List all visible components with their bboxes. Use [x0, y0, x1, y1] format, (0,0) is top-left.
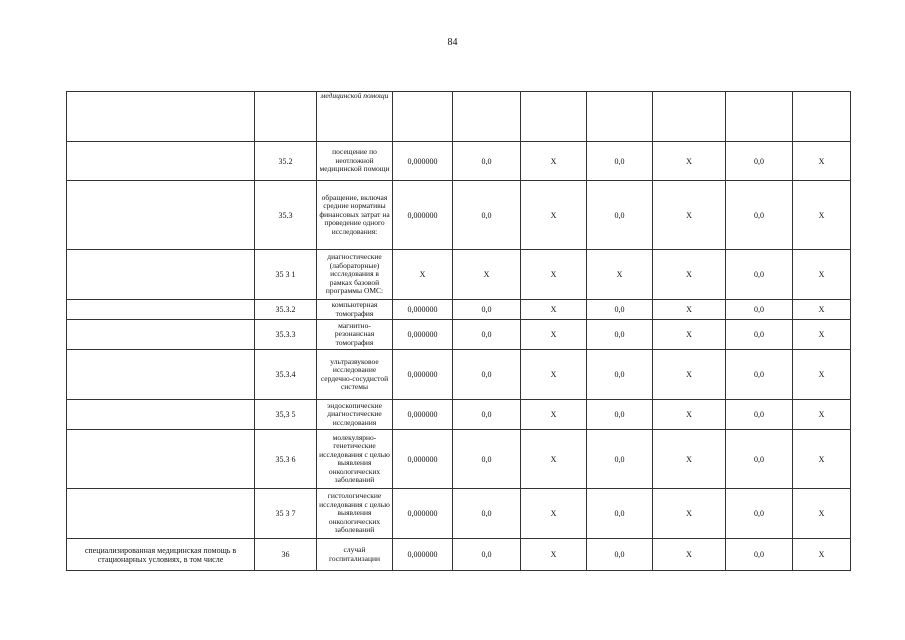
value-cell: 0,0 [726, 142, 793, 181]
value-cell: Х [521, 250, 587, 300]
value-cell: Х [793, 250, 851, 300]
code-cell: 35,3 5 [255, 400, 317, 430]
table-row [67, 92, 851, 142]
page-number: 84 [447, 37, 458, 48]
table-row [67, 181, 851, 250]
code-cell: 35.3.3 [255, 320, 317, 350]
value-cell: 0,0 [726, 539, 793, 571]
value-cell: 0,0 [587, 142, 653, 181]
value-cell: 0,0 [587, 489, 653, 539]
value-cell: Х [521, 489, 587, 539]
value-cell [587, 92, 653, 142]
section-cell [67, 350, 255, 400]
value-cell: Х [653, 300, 726, 320]
value-cell: 0,0 [453, 350, 521, 400]
value-cell: 0,0 [453, 320, 521, 350]
code-cell: 35.2 [255, 142, 317, 181]
value-cell: Х [653, 250, 726, 300]
value-cell: 0,0 [587, 320, 653, 350]
value-cell: Х [653, 320, 726, 350]
table-row [67, 320, 851, 350]
value-cell [653, 92, 726, 142]
value-cell: Х [521, 400, 587, 430]
value-cell: 0,0 [726, 400, 793, 430]
section-cell [67, 250, 255, 300]
code-cell: 35 3 1 [255, 250, 317, 300]
code-cell: 35 3 7 [255, 489, 317, 539]
value-cell: Х [653, 181, 726, 250]
value-cell: Х [793, 539, 851, 571]
value-cell: 0,0 [453, 300, 521, 320]
value-cell: 0,000000 [393, 142, 453, 181]
value-cell: Х [521, 320, 587, 350]
name-cell: компьютерная томография [317, 300, 393, 320]
value-cell: 0,0 [453, 400, 521, 430]
value-cell: 0,000000 [393, 350, 453, 400]
name-cell: медицинской помощи [317, 92, 393, 142]
code-cell [255, 92, 317, 142]
value-cell: 0,0 [453, 539, 521, 571]
name-cell: ультразвуковое исследование сердечно-сосудистой системы [317, 350, 393, 400]
value-cell: Х [521, 300, 587, 320]
table-row [67, 142, 851, 181]
table-row [67, 539, 851, 571]
value-cell: 0,0 [587, 539, 653, 571]
value-cell: 0,0 [587, 350, 653, 400]
value-cell: 0,000000 [393, 539, 453, 571]
section-cell [67, 181, 255, 250]
code-cell: 35.3 6 [255, 430, 317, 489]
value-cell: Х [793, 181, 851, 250]
value-cell: Х [587, 250, 653, 300]
value-cell: 0,0 [453, 142, 521, 181]
name-cell: молекулярно-генетические исследования с целью выявления онкологических заболеваний [317, 430, 393, 489]
value-cell: 0,0 [726, 300, 793, 320]
value-cell: 0,0 [726, 430, 793, 489]
value-cell: Х [521, 350, 587, 400]
value-cell: Х [793, 350, 851, 400]
value-cell: 0,0 [587, 181, 653, 250]
name-cell: гистологические исследования с целью выявления онкологических заболеваний [317, 489, 393, 539]
table-row [67, 489, 851, 539]
table-row [67, 250, 851, 300]
code-cell: 36 [255, 539, 317, 571]
value-cell: 0,000000 [393, 181, 453, 250]
name-cell: диагностические (лабораторные) исследования в рамках базовой программы ОМС: [317, 250, 393, 300]
name-cell: случай госпитализации [317, 539, 393, 571]
table-row [67, 350, 851, 400]
value-cell: 0,000000 [393, 320, 453, 350]
value-cell: 0,0 [726, 250, 793, 300]
value-cell: 0,0 [587, 430, 653, 489]
value-cell: 0,0 [587, 300, 653, 320]
section-cell [67, 430, 255, 489]
value-cell: 0,0 [726, 181, 793, 250]
value-cell [793, 92, 851, 142]
value-cell: 0,0 [453, 430, 521, 489]
section-cell [67, 489, 255, 539]
value-cell: Х [653, 142, 726, 181]
value-cell: Х [793, 489, 851, 539]
value-cell: Х [793, 400, 851, 430]
value-cell: Х [453, 250, 521, 300]
code-cell: 35.3.4 [255, 350, 317, 400]
value-cell: 0,000000 [393, 489, 453, 539]
value-cell: Х [393, 250, 453, 300]
value-cell: Х [521, 142, 587, 181]
value-cell: 0,0 [726, 320, 793, 350]
section-cell [67, 92, 255, 142]
value-cell: 0,0 [587, 400, 653, 430]
table-row [67, 400, 851, 430]
section-cell [67, 300, 255, 320]
value-cell: Х [521, 539, 587, 571]
value-cell: Х [793, 320, 851, 350]
value-cell: Х [521, 430, 587, 489]
name-cell: посещение по неотложной медицинской помощи [317, 142, 393, 181]
table-row [67, 430, 851, 489]
value-cell: Х [653, 489, 726, 539]
section-cell: специализированная медицинская помощь в стационарных условиях, в том числе [67, 539, 255, 571]
value-cell: 0,0 [453, 489, 521, 539]
value-cell: Х [793, 142, 851, 181]
name-cell: эндоскопические диагностические исследования [317, 400, 393, 430]
value-cell: 0,000000 [393, 300, 453, 320]
value-cell: 0,0 [453, 181, 521, 250]
section-cell [67, 400, 255, 430]
table-row [67, 300, 851, 320]
value-cell: Х [793, 430, 851, 489]
value-cell: Х [653, 430, 726, 489]
value-cell: Х [653, 400, 726, 430]
code-cell: 35.3 [255, 181, 317, 250]
name-cell: обращение, включая средние нормативы финансовых затрат на проведение одного исследования: [317, 181, 393, 250]
value-cell: 0,0 [726, 489, 793, 539]
value-cell: 0,000000 [393, 400, 453, 430]
value-cell [393, 92, 453, 142]
value-cell: 0,0 [726, 350, 793, 400]
normatives-table [66, 91, 851, 571]
value-cell: 0,000000 [393, 430, 453, 489]
name-cell: магнитно-резонансная томография [317, 320, 393, 350]
value-cell [521, 92, 587, 142]
value-cell [453, 92, 521, 142]
section-cell [67, 320, 255, 350]
value-cell: Х [653, 350, 726, 400]
value-cell [726, 92, 793, 142]
code-cell: 35.3.2 [255, 300, 317, 320]
value-cell: Х [521, 181, 587, 250]
value-cell: Х [793, 300, 851, 320]
value-cell: Х [653, 539, 726, 571]
section-cell [67, 142, 255, 181]
